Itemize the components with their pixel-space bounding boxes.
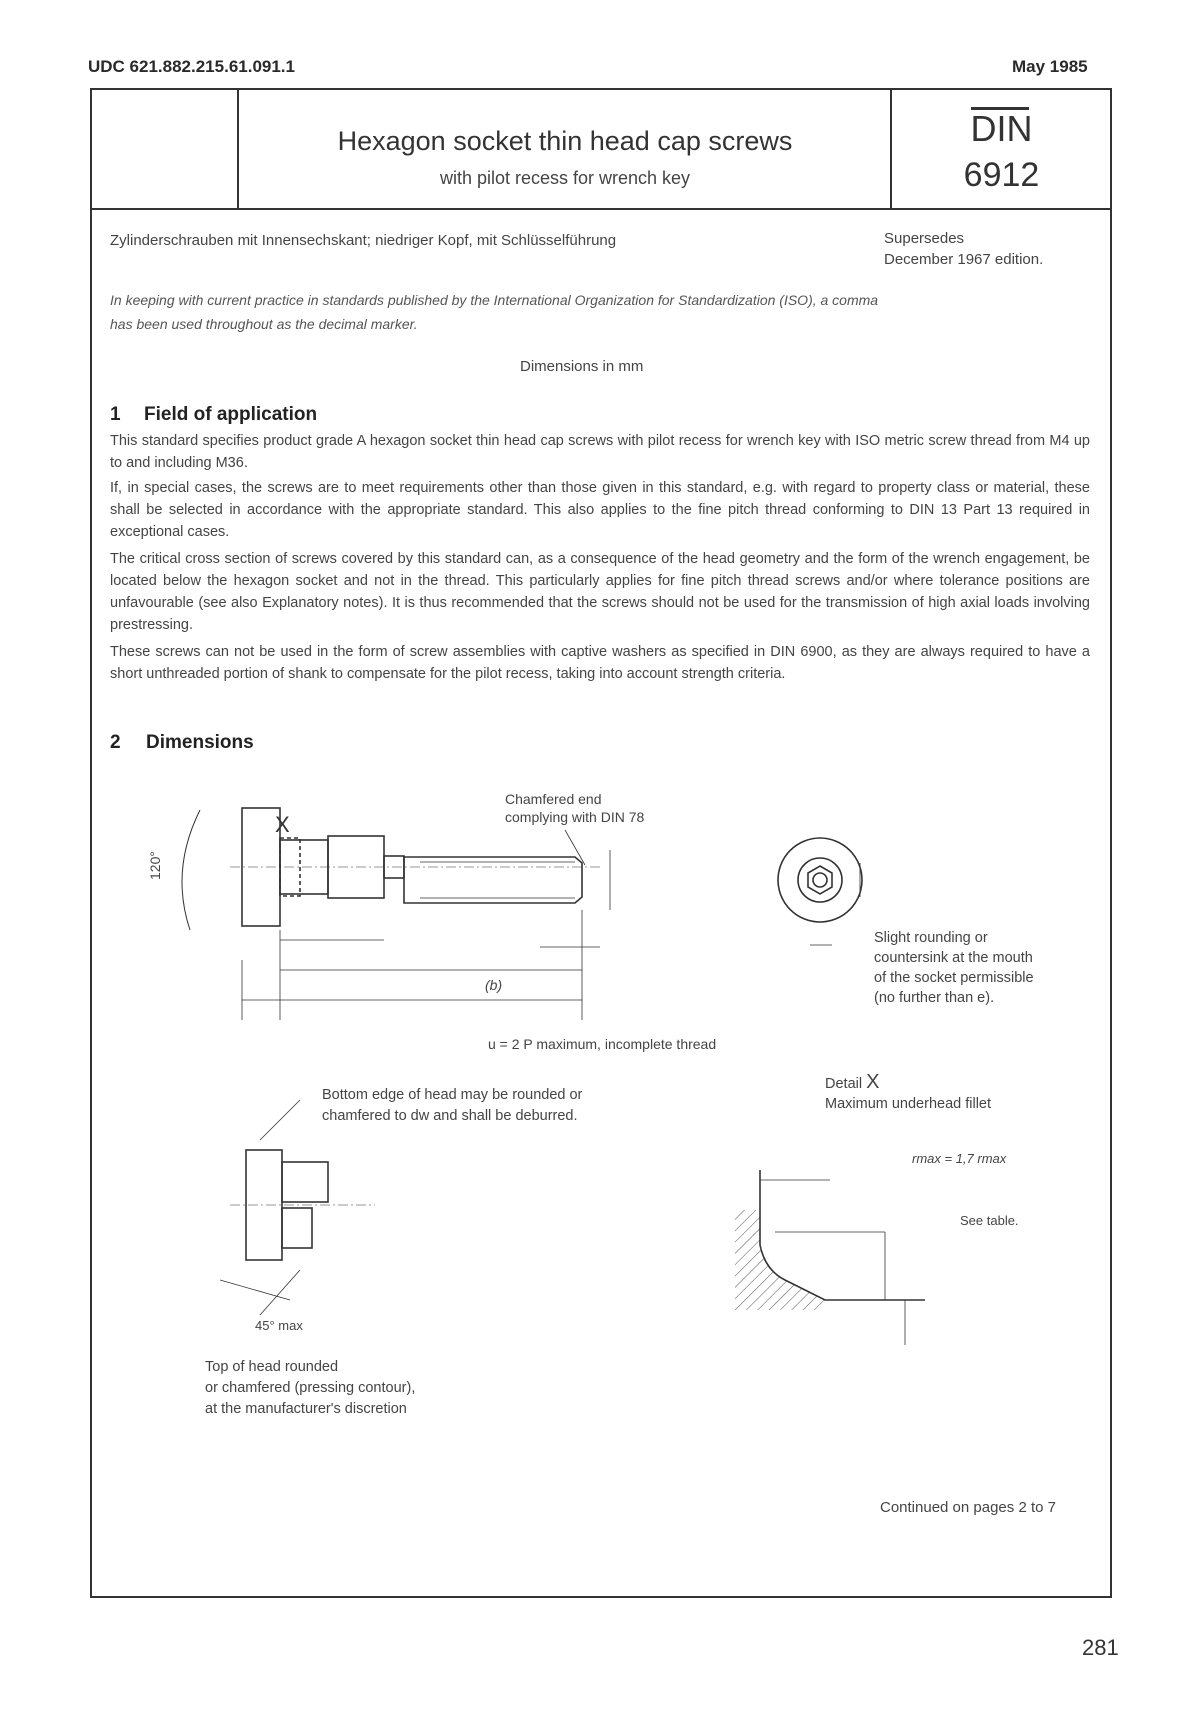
section1-number: 1 [110,404,121,425]
head-edge-detail-drawing [200,1110,400,1340]
recess-circle [798,858,842,902]
iso-note-line1: In keeping with current practice in standards published by the International Organization for Standardization (ISO), a comma [110,292,879,308]
chamfer-leader [565,830,585,865]
detail-x-letter: X [866,1071,880,1093]
socket-rounding-line2: countersink at the mouth [874,950,1033,966]
screw-side-view-drawing [130,770,645,1050]
document-title: Hexagon socket thin head cap screws [337,126,793,156]
screw-end-view-drawing [770,825,880,955]
section2-number: 2 [110,732,121,753]
incomplete-thread-note: u = 2 P maximum, incomplete thread [488,1036,717,1052]
section1-paragraph1: This standard specifies product grade A hexagon socket thin head cap screws with pilot recess for wrench key with ISO metric screw thread from M4 up to and including M36. [110,433,1090,471]
section1-paragraph3: The critical cross section of screws covered by this standard can, as a consequence of the head geometry and the form of the wrench engagement, be located below the hexagon socket and not in the thread. This particularly applies for fine pitch thread screws and/or where tolerance positions are unfavourable (see also Explanatory notes). It is thus recommended that the screws should not be used for the transmission of high axial loads involving prestressing. [110,551,1090,633]
german-title: Zylinderschrauben mit Innensechskant; niedriger Kopf, mit Schlüsselführung [110,232,617,249]
document-subtitle: with pilot recess for wrench key [439,168,691,188]
b-length-label: (b) [485,977,503,993]
socket-rounding-line3: of the socket permissible [874,970,1034,986]
underhead-fillet-drawing [725,1150,945,1360]
detail-x-mark: X [275,812,290,837]
threaded-shank-outline [404,857,582,903]
top-head-note [205,1357,415,1420]
section1-paragraph4: These screws can not be used in the form of screw assemblies with captive washers as specified in DIN 6900, as they are always required to have a short unthreaded portion of shank to compensate for the pilot recess, taking into account strength criteria. [110,644,1090,682]
angle-arc [182,810,200,930]
angle-45-label: 45° max [255,1318,303,1333]
hex-socket-outline [808,866,832,894]
din-label: DIN [970,108,1033,149]
section2-heading: Dimensions [146,732,254,753]
fillet-contour [760,1170,925,1300]
continued-note: Continued on pages 2 to 7 [880,1499,1056,1516]
fillet-hatched-area [735,1210,825,1310]
iso-note-line2: has been used throughout as the decimal marker. [110,316,418,332]
page-number: 281 [1082,1635,1119,1660]
section1-heading: Field of application [144,404,318,425]
title-divider-left [237,88,239,208]
section1-paragraph2: If, in special cases, the screws are to meet requirements other than those given in this standard, e.g. with regard to property class or material, these shall be selected in accordance with the appropriate standard. This also applies to the fine pitch thread conforming to DIN 13 Part 13 required in exceptional cases. [110,480,1090,540]
socket-rounding-note [874,928,1034,1008]
socket-rounding-line4: (no further than e). [874,990,995,1006]
publication-date: May 1985 [1012,57,1088,76]
detail-x-subtitle: Maximum underhead fillet [825,1096,992,1112]
detail-title: Detail [825,1076,863,1092]
top-head-line2: or chamfered (pressing contour), [205,1380,416,1396]
socket-rounding-line1: Slight rounding or [874,930,988,946]
units-note: Dimensions in mm [520,358,644,375]
head-circle [778,838,862,922]
chamfered-end-standard: complying with DIN 78 [505,809,645,825]
chamfered-end-label: Chamfered end [505,791,602,807]
udc-code: UDC 621.882.215.61.091.1 [88,57,295,76]
see-table-note: See table. [960,1213,1019,1228]
supersedes-edition: December 1967 edition. [884,251,1044,268]
top-head-line3: at the manufacturer's discretion [205,1401,407,1417]
socket-bottom-circle [813,873,827,887]
angle-leader-1 [220,1280,290,1300]
din-number: 6912 [963,156,1040,194]
edge-detail-shank [282,1208,312,1248]
formula-rmax: rmax = 1,7 rmax [912,1151,1007,1166]
supersedes-label: Supersedes [884,230,965,247]
head-angle-label: 120° [147,851,163,880]
bottom-edge-line2: chamfered to dw and shall be deburred. [322,1108,578,1124]
angle-leader-2 [260,1270,300,1315]
bottom-edge-line1: Bottom edge of head may be rounded or [322,1087,583,1103]
edge-detail-recess [282,1162,328,1202]
title-divider-right [890,88,892,208]
detail-x-heading [825,1072,879,1095]
top-head-line1: Top of head rounded [205,1359,339,1375]
